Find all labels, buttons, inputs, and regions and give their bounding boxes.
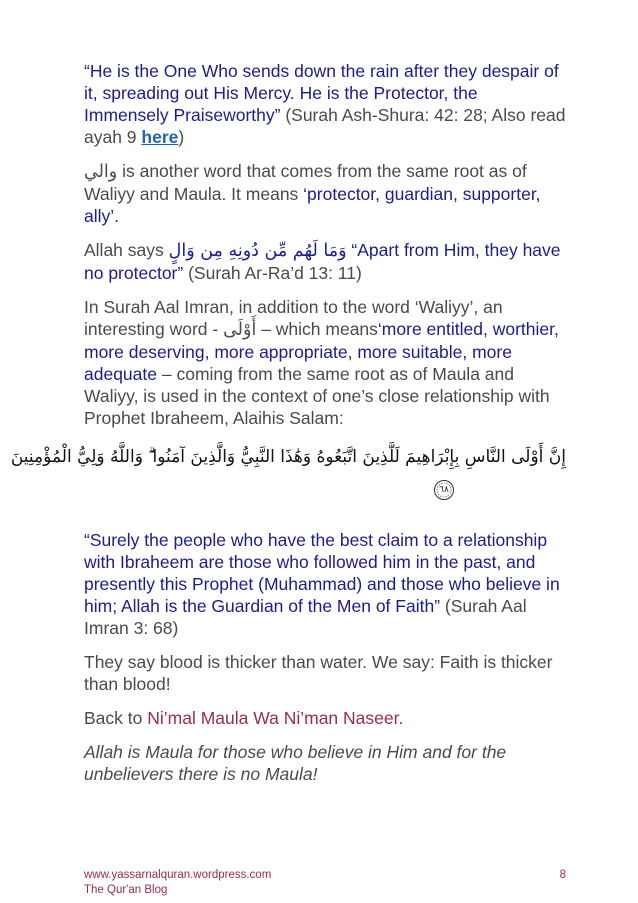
footer-blog-name: The Qur'an Blog (84, 884, 168, 896)
paragraph-closing (84, 741, 566, 785)
back-to-lead: Back to (84, 708, 148, 728)
paragraph-ash-shura (84, 60, 566, 148)
back-to-title: Ni’mal Maula Wa Ni’man Naseer. (147, 708, 404, 728)
awla-meaning: ‘more entitled, worthier, more deserving, more appropriate, more suitable, more adequate (84, 319, 559, 384)
footer-url-line (84, 869, 566, 881)
ash-shura-reference: (Surah Ash-Shura: 42: 28; Also read ayah 9 (84, 105, 566, 147)
paragraph-ar-rad (84, 239, 566, 284)
ash-shura-close: ) (178, 127, 185, 147)
ar-rad-lead: Allah says (84, 240, 169, 260)
wali-meaning: ‘protector, guardian, supporter, ally’. (84, 184, 541, 226)
arabic-wali-word: والي (84, 162, 118, 182)
quran-ayah-block (10, 441, 566, 521)
page-body (10, 60, 566, 797)
ar-rad-quote: “Apart from Him, they have no protector” (84, 240, 561, 283)
blood-faith-text: They say blood is thicker than water. We say: Faith is thicker than blood! (84, 652, 553, 694)
paragraph-blood-faith (84, 651, 566, 695)
ayah-arabic-text: إِنَّ أَوْلَى النَّاسِ بِإِبْرَاهِيمَ لَلَّذِينَ اتَّبَعُوهُ وَهَٰذَا النَّبِيُّ وَالَّذِينَ آمَنُوا ۗ وَاللَّهُ وَلِيُّ الْمُؤْمِنِينَ (10, 447, 566, 467)
paragraph-aal-imran-translation (84, 529, 566, 639)
ayah-number-marker (433, 479, 455, 501)
paragraph-wali (84, 160, 566, 227)
page-number: 8 (559, 869, 566, 881)
ar-rad-reference: (Surah Ar-Ra’d 13: 11) (183, 263, 362, 283)
paragraph-aal-imran-intro (84, 296, 566, 429)
footer-url: www.yassarnalquran.wordpress.com (84, 869, 272, 881)
aal-imran-text-2: – which means (256, 319, 378, 339)
aal-imran-reference: (Surah Aal Imran 3: 68) (84, 596, 527, 638)
footer-blog-line (84, 884, 566, 896)
aal-imran-text-3: – coming from the same root as of Maula and Waliyy, is used in the context of one’s close relationship with Prophet Ibraheem, Alaihis Salam: (84, 364, 550, 428)
ar-rad-arabic: وَمَا لَهُم مِّن دُونِهِ مِن وَالٍ (168, 241, 347, 261)
closing-text: Allah is Maula for those who believe in Him and for the unbelievers there is no Maula! (84, 742, 507, 784)
arabic-awla-word: أَوْلَى (223, 320, 257, 340)
ash-shura-quote: “He is the One Who sends down the rain after they despair of it, spreading out His Mercy. He is the Protector, the Immensely Praiseworthy” (84, 61, 559, 125)
wali-explanation: is another word that comes from the same root as of Waliyy and Maula. It means (84, 161, 527, 204)
aal-imran-text-1: In Surah Aal Imran, in addition to the word ‘Waliyy’, an interesting word - (84, 297, 503, 339)
ayah-number: ٦٨ (439, 485, 449, 495)
paragraph-back-to (84, 707, 566, 729)
aal-imran-quote: “Surely the people who have the best claim to a relationship with Ibraheem are those who followed him in the past, and presently this Prophet (Muhammad) and those who believe in him; Allah is the Guardian of the Men of Faith” (84, 530, 560, 616)
here-link[interactable]: here (141, 127, 179, 147)
